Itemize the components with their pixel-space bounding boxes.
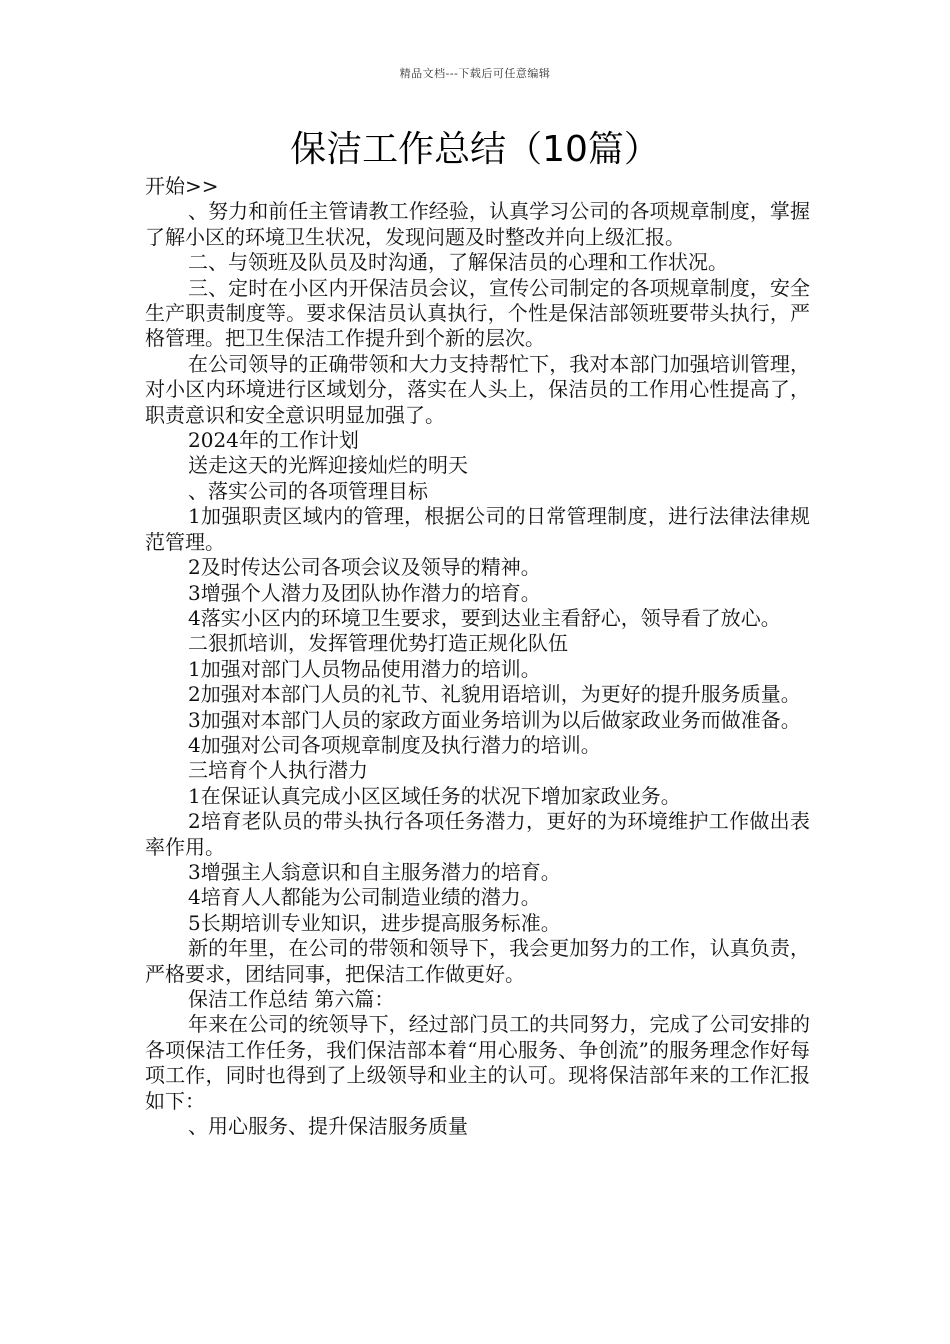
body-paragraph: 二、与领班及队员及时沟通，了解保洁员的心理和工作状况。 bbox=[188, 250, 728, 275]
body-paragraph: 二狠抓培训，发挥管理优势打造正规化队伍 bbox=[188, 631, 568, 656]
body-paragraph: 2培育老队员的带头执行各项任务潜力，更好的为环境维护工作做出表率作用。 bbox=[145, 809, 810, 859]
body-paragraph: 三培育个人执行潜力 bbox=[188, 758, 368, 783]
body-paragraph: 新的年里，在公司的带领和领导下，我会更加努力的工作，认真负责，严格要求，团结同事，把保洁工作做更好。 bbox=[145, 936, 810, 986]
body-paragraph: 保洁工作总结 第六篇： bbox=[188, 987, 395, 1011]
body-paragraph: 4落实小区内的环境卫生要求，要到达业主看舒心，领导看了放心。 bbox=[188, 605, 781, 630]
page-header-note: 精品文档---下载后可任意编辑 bbox=[399, 67, 551, 80]
body-paragraph: 2024年的工作计划 bbox=[188, 428, 359, 453]
body-paragraph: 4培育人人都能为公司制造业绩的潜力。 bbox=[188, 885, 541, 910]
body-paragraph: 1在保证认真完成小区区域任务的状况下增加家政业务。 bbox=[188, 783, 681, 808]
body-paragraph: 3增强主人翁意识和自主服务潜力的培育。 bbox=[188, 859, 561, 884]
body-paragraph: 送走这天的光辉迎接灿烂的明天 bbox=[188, 453, 468, 478]
body-paragraph: 5长期培训专业知识，进步提高服务标准。 bbox=[188, 910, 561, 935]
document-body bbox=[145, 174, 810, 1139]
body-paragraph: 2加强对本部门人员的礼节、礼貌用语培训，为更好的提升服务质量。 bbox=[188, 682, 801, 707]
body-paragraph: 、努力和前任主管请教工作经验，认真学习公司的各项规章制度，掌握了解小区的环境卫生状况，发现问题及时整改并向上级汇报。 bbox=[145, 199, 810, 249]
body-paragraph: 1加强对部门人员物品使用潜力的培训。 bbox=[188, 656, 541, 681]
document-title: 保洁工作总结（10篇） bbox=[290, 129, 660, 170]
body-paragraph: 3增强个人潜力及团队协作潜力的培育。 bbox=[188, 580, 541, 605]
body-paragraph: 开始>> bbox=[145, 174, 219, 198]
body-paragraph: 2及时传达公司各项会议及领导的精神。 bbox=[188, 555, 541, 580]
body-paragraph: 年来在公司的统领导下，经过部门员工的共同努力，完成了公司安排的各项保洁工作任务，我们保洁部本着“用心服务、争创流”的服务理念作好每项工作，同时也得到了上级领导和业主的认可。现将保洁部年来的工作汇报如下： bbox=[145, 1012, 810, 1113]
body-paragraph: 在公司领导的正确带领和大力支持帮忙下，我对本部门加强培训管理，对小区内环境进行区域划分，落实在人头上，保洁员的工作用心性提高了，职责意识和安全意识明显加强了。 bbox=[145, 351, 810, 427]
body-paragraph: 、落实公司的各项管理目标 bbox=[188, 478, 428, 503]
body-paragraph: 4加强对公司各项规章制度及执行潜力的培训。 bbox=[188, 732, 601, 757]
body-paragraph: 3加强对本部门人员的家政方面业务培训为以后做家政业务而做准备。 bbox=[188, 707, 801, 732]
body-paragraph: 、用心服务、提升保洁服务质量 bbox=[188, 1114, 468, 1139]
body-paragraph: 1加强职责区域内的管理，根据公司的日常管理制度，进行法律法律规范管理。 bbox=[145, 504, 810, 554]
body-paragraph: 三、定时在小区内开保洁员会议，宣传公司制定的各项规章制度，安全生产职责制度等。要求保洁员认真执行，个性是保洁部领班要带头执行，严格管理。把卫生保洁工作提升到个新的层次。 bbox=[145, 275, 810, 351]
